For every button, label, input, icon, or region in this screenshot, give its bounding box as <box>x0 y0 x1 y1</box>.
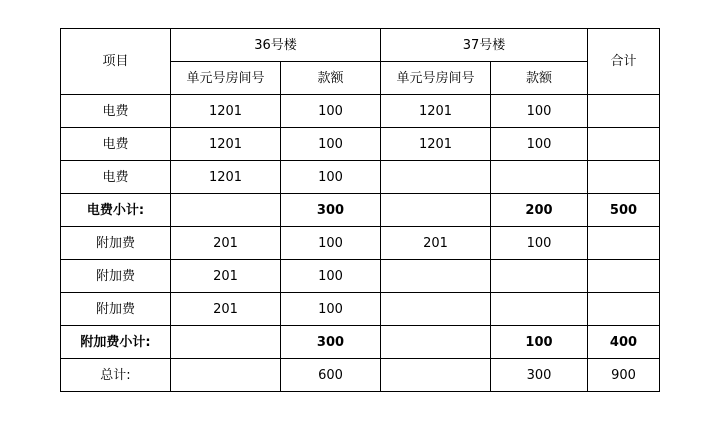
header-building-37: 37号楼 <box>381 29 588 62</box>
row-b37-amount <box>491 161 588 194</box>
row-item: 附加费 <box>61 260 171 293</box>
table-row <box>61 95 660 128</box>
row-b37-amount: 200 <box>491 194 588 227</box>
table-row <box>61 161 660 194</box>
row-total <box>588 95 660 128</box>
row-b37-amount: 300 <box>491 359 588 392</box>
row-b36-amount: 100 <box>281 161 381 194</box>
row-b37-amount: 100 <box>491 227 588 260</box>
row-b36-amount: 100 <box>281 227 381 260</box>
row-b37-unit: 1201 <box>381 128 491 161</box>
row-b36-unit <box>171 194 281 227</box>
header-unit-room-36: 单元号房间号 <box>171 62 281 95</box>
row-total: 400 <box>588 326 660 359</box>
row-total <box>588 227 660 260</box>
row-b37-unit <box>381 326 491 359</box>
row-total <box>588 161 660 194</box>
row-item: 电费 <box>61 95 171 128</box>
table-row <box>61 128 660 161</box>
row-b36-unit: 1201 <box>171 95 281 128</box>
row-item: 总计: <box>61 359 171 392</box>
row-b36-amount: 100 <box>281 293 381 326</box>
row-b36-unit: 201 <box>171 293 281 326</box>
row-b37-unit <box>381 359 491 392</box>
row-b36-amount: 100 <box>281 128 381 161</box>
row-total: 500 <box>588 194 660 227</box>
table-row <box>61 227 660 260</box>
row-b37-amount: 100 <box>491 95 588 128</box>
row-b36-unit: 201 <box>171 260 281 293</box>
header-unit-room-37: 单元号房间号 <box>381 62 491 95</box>
header-total: 合计 <box>588 29 660 95</box>
row-b37-unit: 1201 <box>381 95 491 128</box>
row-item: 电费 <box>61 128 171 161</box>
row-b37-unit <box>381 161 491 194</box>
row-item: 附加费 <box>61 293 171 326</box>
row-b37-amount <box>491 260 588 293</box>
row-item: 附加费小计: <box>61 326 171 359</box>
table-row <box>61 194 660 227</box>
row-b36-unit: 1201 <box>171 128 281 161</box>
header-amount-37: 款额 <box>491 62 588 95</box>
row-b36-amount: 300 <box>281 326 381 359</box>
row-total <box>588 293 660 326</box>
table-row <box>61 326 660 359</box>
row-b36-amount: 300 <box>281 194 381 227</box>
header-item: 项目 <box>61 29 171 95</box>
row-b36-unit: 201 <box>171 227 281 260</box>
table-body <box>61 95 660 392</box>
row-b37-unit: 201 <box>381 227 491 260</box>
row-b36-unit <box>171 326 281 359</box>
row-b37-unit <box>381 260 491 293</box>
table-row <box>61 293 660 326</box>
row-item: 电费 <box>61 161 171 194</box>
fee-table <box>60 28 660 392</box>
row-b37-unit <box>381 293 491 326</box>
header-building-36: 36号楼 <box>171 29 381 62</box>
row-item: 附加费 <box>61 227 171 260</box>
table-row <box>61 359 660 392</box>
row-b37-amount <box>491 293 588 326</box>
row-b37-amount: 100 <box>491 326 588 359</box>
row-total <box>588 128 660 161</box>
table-row <box>61 260 660 293</box>
row-total <box>588 260 660 293</box>
row-b36-amount: 100 <box>281 95 381 128</box>
header-amount-36: 款额 <box>281 62 381 95</box>
row-b37-amount: 100 <box>491 128 588 161</box>
row-item: 电费小计: <box>61 194 171 227</box>
row-b36-amount: 600 <box>281 359 381 392</box>
row-b37-unit <box>381 194 491 227</box>
row-b36-unit <box>171 359 281 392</box>
row-total: 900 <box>588 359 660 392</box>
row-b36-amount: 100 <box>281 260 381 293</box>
row-b36-unit: 1201 <box>171 161 281 194</box>
